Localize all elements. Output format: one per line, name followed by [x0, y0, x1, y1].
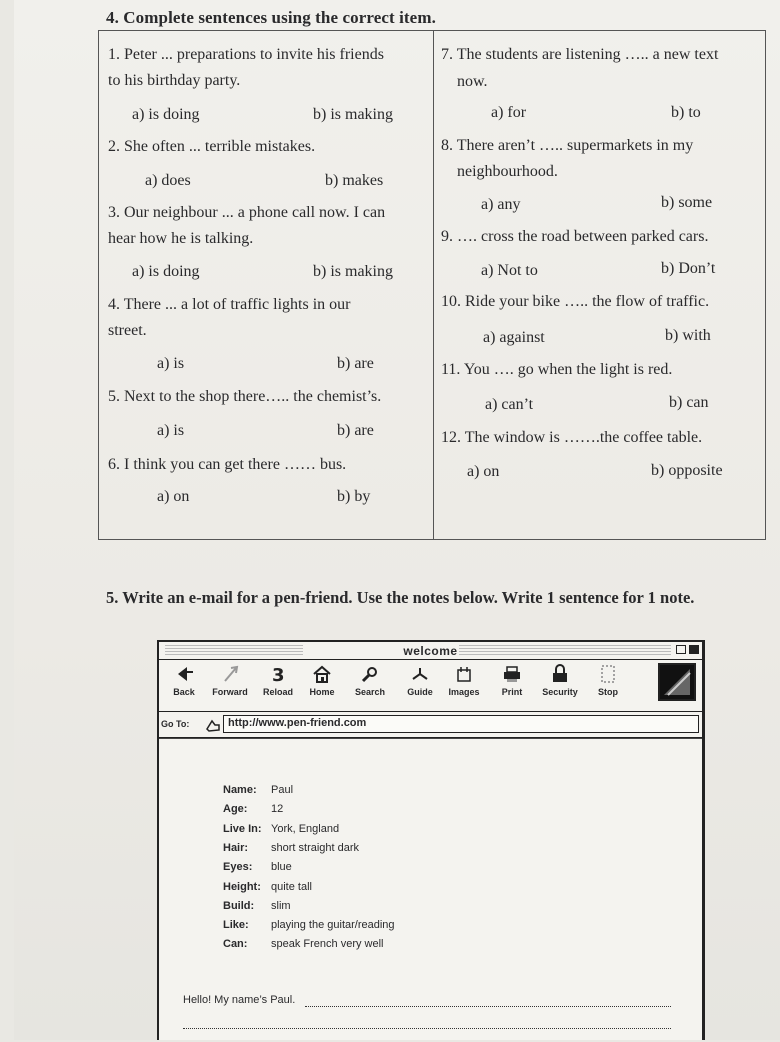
stop-label: Stop [598, 687, 618, 697]
question-4-line-2: street. [108, 322, 147, 339]
profile-value-hair: short straight dark [271, 842, 360, 854]
profile-value-height: quite tall [271, 881, 312, 893]
question-11-option-a: a) can’t [485, 396, 534, 413]
exercise-4-table [98, 30, 766, 540]
question-7-option-a: a) for [491, 104, 527, 121]
question-8-line-1: 8. There aren’t ….. supermarkets in my [441, 137, 694, 154]
question-3-line-1: 3. Our neighbour ... a phone call now. I can [108, 204, 386, 221]
browser-logo-icon [660, 665, 694, 699]
question-1-option-a: a) is doing [132, 106, 200, 123]
profile-value-age: 12 [271, 803, 284, 815]
question-8-line-2: neighbourhood. [457, 163, 558, 180]
profile-value-build: slim [271, 900, 291, 912]
guide-icon [409, 664, 431, 684]
question-1-line-2: to his birthday party. [108, 72, 241, 89]
security-button[interactable] [539, 664, 581, 697]
pointing-hand-icon [205, 717, 221, 738]
column-divider [433, 31, 434, 539]
question-7-line-1: 7. The students are listening ….. a new text [441, 46, 719, 63]
exercise-5-title: 5. Write an e-mail for a pen-friend. Use the notes below. Write 1 sentence for 1 note. [106, 588, 695, 607]
question-6-option-b: b) by [337, 488, 371, 505]
forward-label: Forward [212, 687, 248, 697]
back-icon [173, 664, 195, 684]
question-8-option-a: a) any [481, 196, 521, 213]
security-icon [549, 664, 571, 684]
reload-icon [267, 664, 289, 684]
profile-label-can: Can: [223, 938, 248, 950]
home-button[interactable] [307, 664, 337, 697]
forward-button[interactable] [211, 664, 249, 697]
search-label: Search [354, 687, 386, 697]
browser-window [157, 640, 705, 1040]
reload-button[interactable] [261, 664, 295, 697]
print-label: Print [501, 687, 523, 697]
profile-label-hair: Hair: [223, 842, 249, 854]
profile-value-name: Paul [271, 784, 294, 796]
question-2-option-b: b) makes [325, 172, 384, 189]
profile-label-eyes: Eyes: [223, 861, 253, 873]
question-2-line-1: 2. She often ... terrible mistakes. [108, 138, 316, 155]
goto-label: Go To: [161, 719, 190, 729]
question-4-option-a: a) is [157, 355, 185, 372]
browser-titlebar [159, 642, 702, 660]
profile-label-live-in: Live In: [223, 823, 262, 835]
question-2-option-a: a) does [145, 172, 191, 189]
email-greeting: Hello! My name’s Paul. [183, 994, 296, 1006]
profile-label-name: Name: [223, 784, 257, 796]
stop-icon [597, 664, 619, 684]
home-icon [311, 664, 333, 684]
question-9-option-a: a) Not to [481, 262, 538, 279]
forward-icon [219, 664, 241, 684]
question-11-option-b: b) can [669, 394, 709, 411]
reload-label: Reload [262, 687, 293, 697]
question-12-option-a: a) on [467, 463, 500, 480]
question-3-option-a: a) is doing [132, 263, 200, 280]
question-11-line-1: 11. You …. go when the light is red. [441, 361, 673, 378]
question-12-line-1: 12. The window is …….the coffee table. [441, 429, 703, 446]
resize-button[interactable] [676, 645, 686, 654]
profile-value-can: speak French very well [271, 938, 384, 950]
address-bar [159, 712, 702, 738]
browser-toolbar [159, 660, 702, 712]
search-button[interactable] [353, 664, 387, 697]
profile-label-build: Build: [223, 900, 255, 912]
profile-panel [159, 738, 702, 1042]
question-9-line-1: 9. …. cross the road between parked cars. [441, 228, 709, 245]
question-3-option-b: b) is making [313, 263, 393, 280]
back-button[interactable] [169, 664, 199, 697]
print-icon [501, 664, 523, 684]
exercise-4-title: 4. Complete sentences using the correct item. [106, 8, 436, 27]
question-7-option-b: b) to [671, 104, 701, 121]
question-4-line-1: 4. There ... a lot of traffic lights in our [108, 296, 351, 313]
minimize-button[interactable] [689, 645, 699, 654]
question-9-option-b: b) Don’t [661, 260, 716, 277]
security-label: Security [542, 687, 578, 697]
question-10-line-1: 10. Ride your bike ….. the flow of traffic. [441, 293, 710, 310]
question-10-option-b: b) with [665, 327, 711, 344]
question-5-line-1: 5. Next to the shop there….. the chemist’s. [108, 388, 382, 405]
print-button[interactable] [497, 664, 527, 697]
back-label: Back [173, 687, 195, 697]
profile-value-live-in: York, England [271, 823, 340, 835]
browser-title: welcome [403, 644, 458, 658]
question-4-option-b: b) are [337, 355, 374, 372]
profile-value-like: playing the guitar/reading [271, 919, 395, 931]
writing-line-2[interactable] [183, 1028, 671, 1029]
guide-button[interactable] [405, 664, 435, 697]
question-6-option-a: a) on [157, 488, 190, 505]
search-icon [359, 664, 381, 684]
images-button[interactable] [447, 664, 481, 697]
profile-label-height: Height: [223, 881, 261, 893]
question-7-line-2: now. [457, 73, 488, 90]
question-12-option-b: b) opposite [651, 462, 723, 479]
svg-text:3: 3 [272, 665, 285, 684]
home-label: Home [309, 687, 335, 697]
profile-value-eyes: blue [271, 861, 292, 873]
question-3-line-2: hear how he is talking. [108, 230, 254, 247]
question-10-option-a: a) against [483, 329, 545, 346]
question-6-line-1: 6. I think you can get there …… bus. [108, 456, 347, 473]
images-icon [453, 664, 475, 684]
browser-logo [658, 663, 696, 701]
images-label: Images [448, 687, 480, 697]
guide-label: Guide [407, 687, 433, 697]
profile-label-like: Like: [223, 919, 249, 931]
writing-line-1[interactable] [305, 1006, 671, 1007]
stop-button[interactable] [595, 664, 621, 697]
url-input[interactable]: http://www.pen-friend.com [223, 715, 699, 733]
question-5-option-a: a) is [157, 422, 185, 439]
question-5-option-b: b) are [337, 422, 374, 439]
question-8-option-b: b) some [661, 194, 713, 211]
question-1-line-1: 1. Peter ... preparations to invite his friends [108, 46, 384, 63]
profile-label-age: Age: [223, 803, 248, 815]
question-1-option-b: b) is making [313, 106, 393, 123]
